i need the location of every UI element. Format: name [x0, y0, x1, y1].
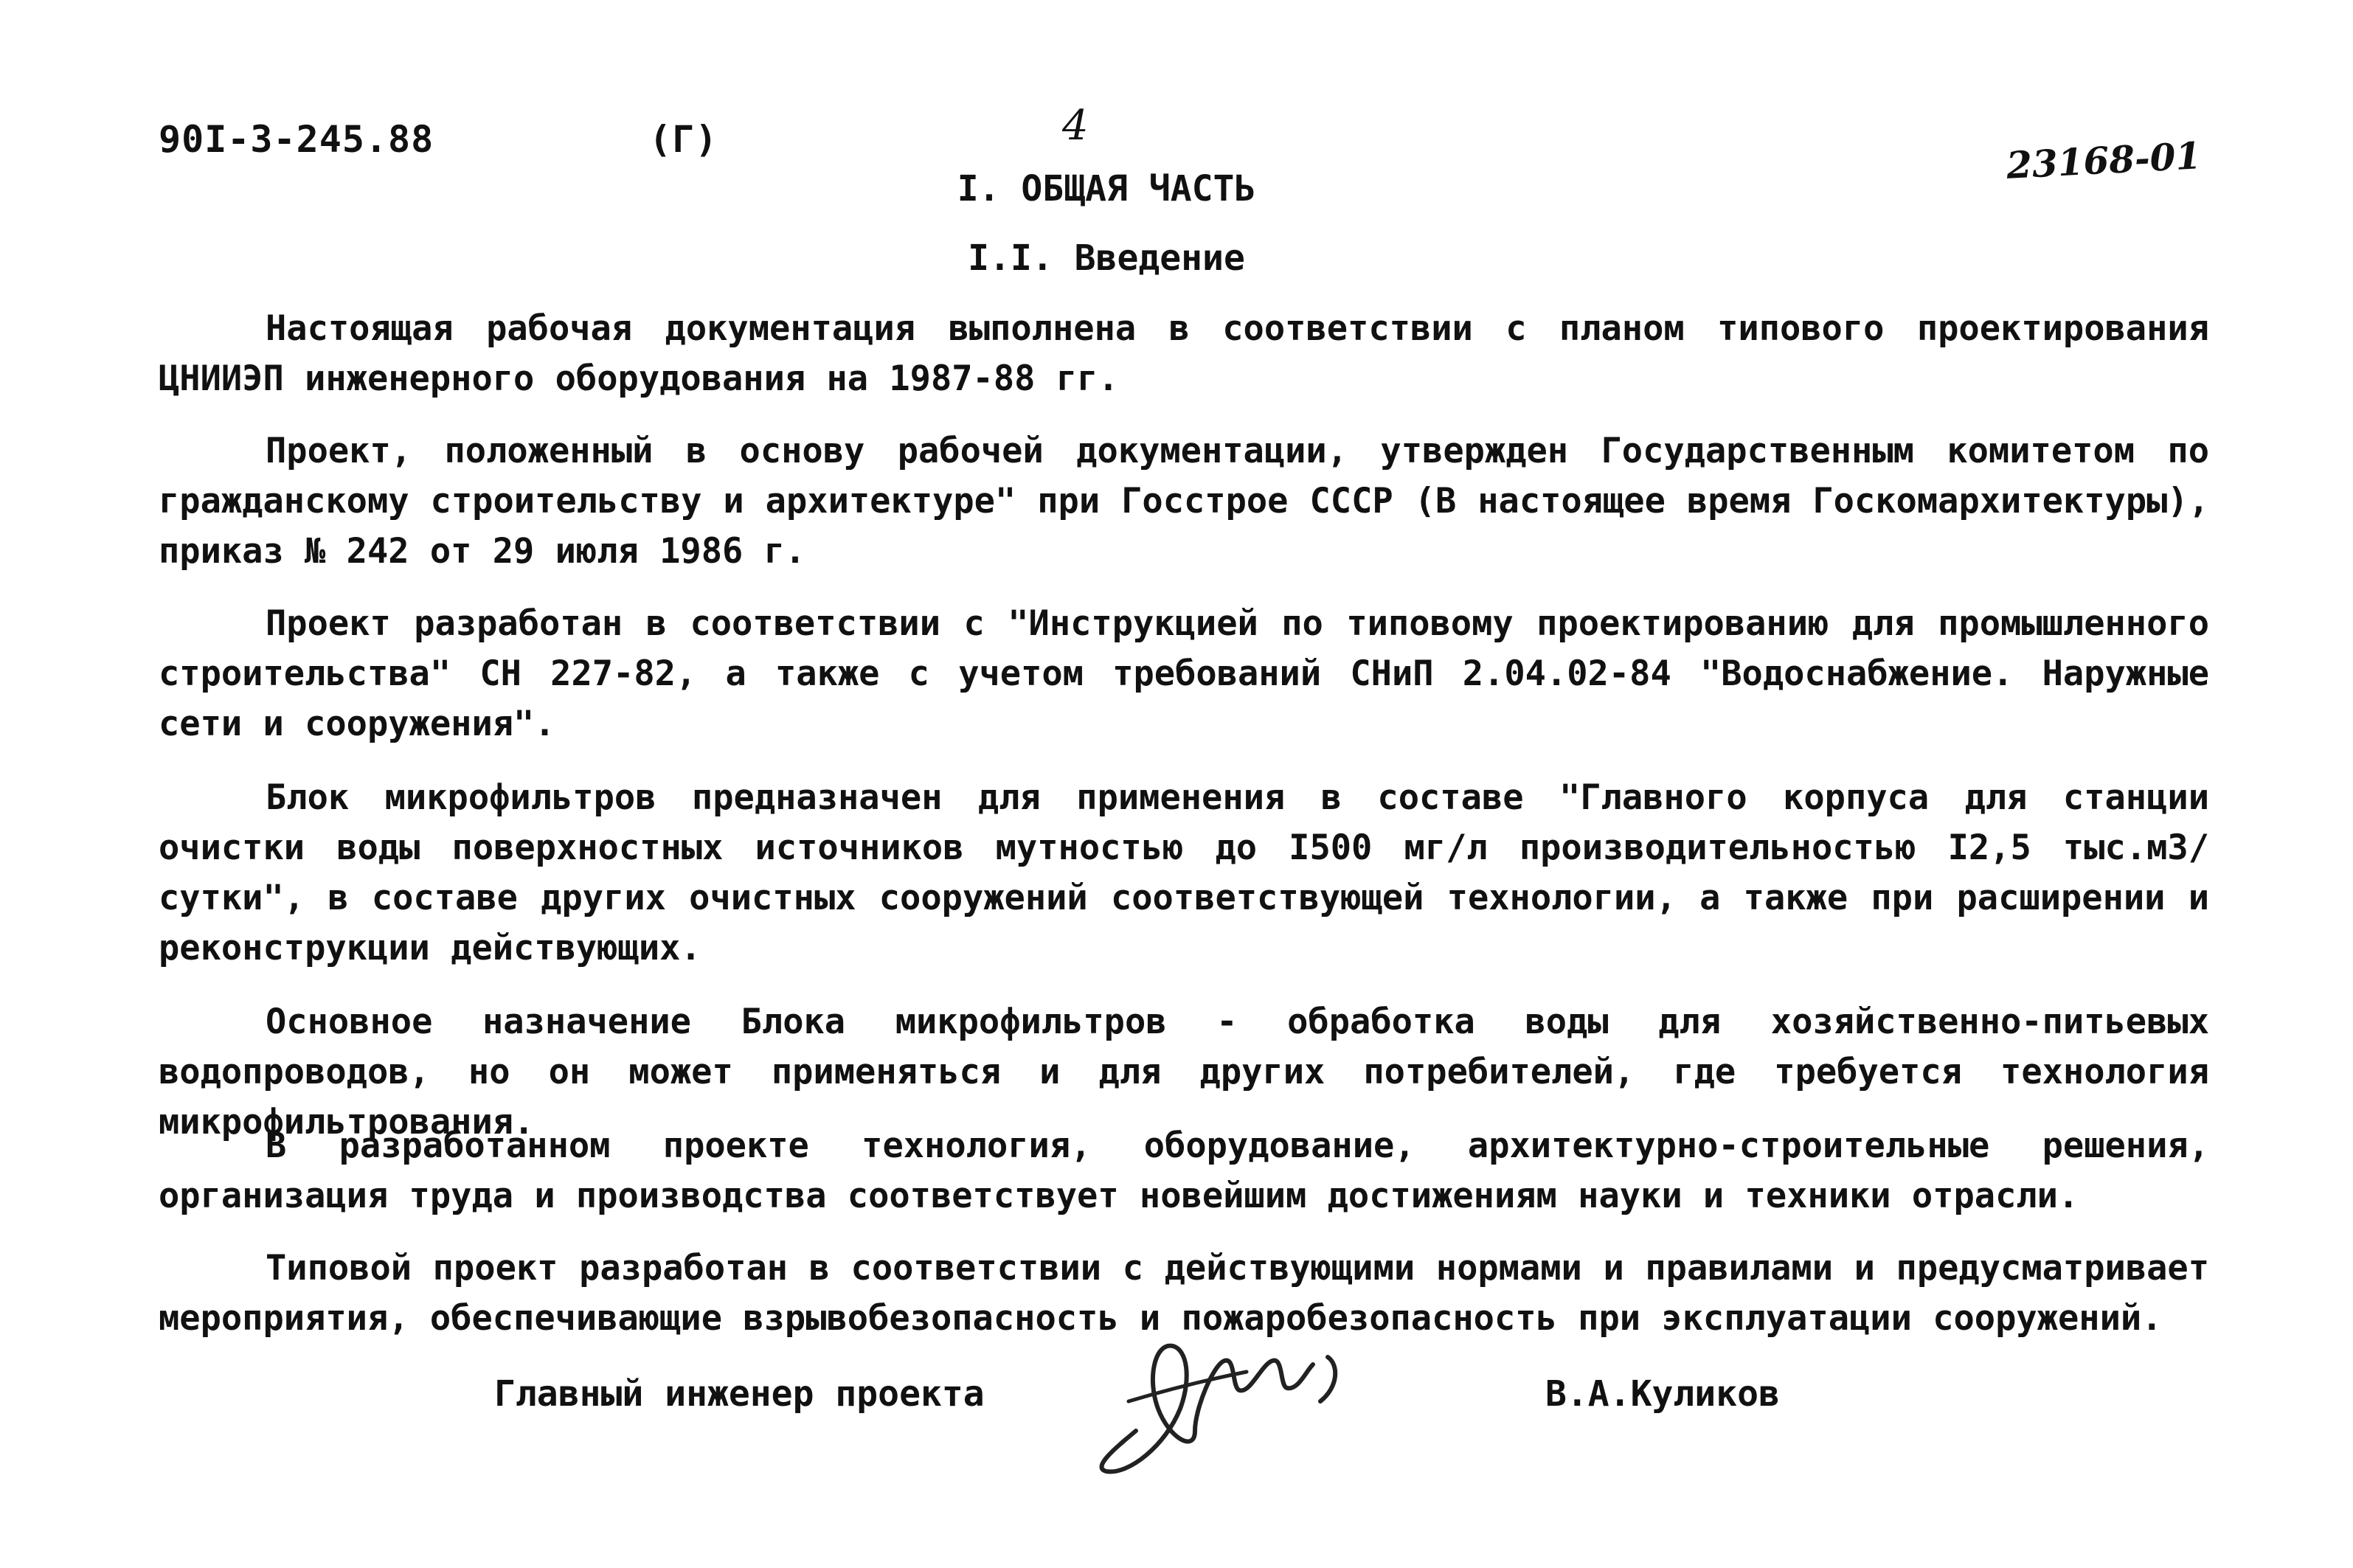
paragraph: Основное назначение Блока микрофильтров - обработка воды для хозяйственно-питьевых водопроводов, но он может применяться и для других потребителей, где требуется технология микрофильтрования.	[159, 1002, 2209, 1142]
section-title: I. ОБЩАЯ ЧАСТЬ	[957, 168, 1256, 209]
paragraph: В разработанном проекте технология, оборудование, архитектурно-строительные решения, организация труда и производства соответствует новейшим достижениям науки и техники отрасли.	[159, 1125, 2209, 1216]
page-number: 4	[1062, 102, 1089, 150]
handwritten-signature	[1084, 1320, 1365, 1482]
signatory-role: Главный инженер проекта	[494, 1373, 985, 1415]
paragraph: Настоящая рабочая документация выполнена в соответствии с планом типового проектирования ЦНИИЭП инженерного оборудования на 1987-88 гг.	[159, 308, 2209, 399]
subsection-title: I.I. Введение	[968, 237, 1245, 279]
document-code: 90I-3-245.88	[159, 118, 434, 161]
paragraph: Типовой проект разработан в соответствии с действующими нормами и правилами и предусматривает мероприятия, обеспечивающие взрывобезопасность и пожаробезопасность при эксплуатации сооружений.	[159, 1248, 2209, 1339]
paragraph: Проект, положенный в основу рабочей документации, утвержден Государственным комитетом по гражданскому строительству и архитектуре" при Госстрое СССР (В настоящее время Госкомархитектуры), приказ № 242 от 29 июля 1986 г.	[159, 431, 2209, 572]
paragraph: Проект разработан в соответствии с "Инструкцией по типовому проектированию для промышленного строительства" СН 227-82, а также с учетом требований СНиП 2.04.02-84 "Водоснабжение. Наружные сети и сооружения".	[159, 603, 2209, 744]
inventory-number: 23168-01	[2005, 133, 2203, 187]
signatory-name: В.А.Куликов	[1545, 1373, 1780, 1415]
paragraph: Блок микрофильтров предназначен для применения в составе "Главного корпуса для станции очистки воды поверхностных источников мутностью до I500 мг/л производительностью I2,5 тыс.м3/сутки", в составе других очистных сооружений соответствующей технологии, а также при расширении и реконструкции действующих.	[159, 777, 2209, 968]
sheet-mark: (Г)	[649, 118, 718, 161]
